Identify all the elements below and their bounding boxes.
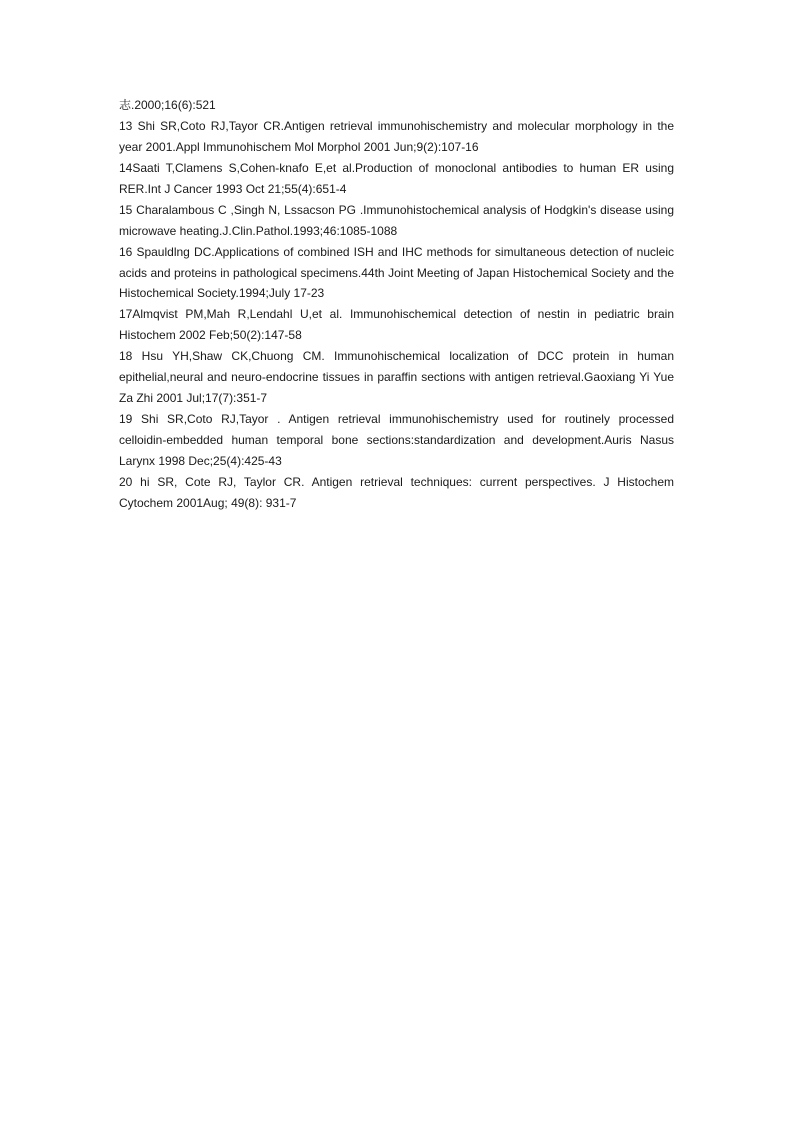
reference-line: 志.2000;16(6):521: [119, 98, 216, 112]
reference-entry: [119, 304, 674, 346]
reference-entry: [119, 472, 674, 514]
reference-entry: [119, 409, 674, 472]
reference-line: celloidin-embedded human temporal bone sections:standardization and development.Auris Nasus: [119, 433, 674, 447]
reference-entry: [119, 346, 674, 409]
reference-line: Histochemical Society.1994;July 17-23: [119, 286, 325, 301]
reference-line: 19 Shi SR,Coto RJ,Tayor . Antigen retrieval immunohischemistry used for routinely processed: [119, 412, 674, 427]
reference-line: microwave heating.J.Clin.Pathol.1993;46:1085-1088: [119, 223, 398, 238]
reference-line: 15 Charalambous C ,Singh N, Lssacson PG .Immunohistochemical analysis of Hodgkin's disease using: [119, 202, 674, 217]
reference-line: 20 hi SR, Cote RJ, Taylor CR. Antigen retrieval techniques: current perspectives. J Histochem: [119, 474, 674, 489]
reference-entry: [119, 116, 674, 158]
reference-list: [119, 95, 674, 514]
reference-line: epithelial,neural and neuro-endocrine tissues in paraffin sections with antigen retrieval.Gaoxiang Yi Yue: [119, 370, 674, 385]
reference-line: 14Saati T,Clamens S,Cohen-knafo E,et al.Production of monoclonal antibodies to human ER using: [119, 160, 674, 175]
reference-entry: [119, 95, 674, 116]
reference-line: year 2001.Appl Immunohischem Mol Morphol 2001 Jun;9(2):107-16: [119, 139, 479, 154]
reference-entry: [119, 158, 674, 200]
reference-line: Cytochem 2001Aug; 49(8): 931-7: [119, 495, 297, 510]
reference-line: acids and proteins in pathological specimens.44th Joint Meeting of Japan Histochemical Society and the: [119, 265, 674, 280]
reference-line: 17Almqvist PM,Mah R,Lendahl U,et al. Immunohischemical detection of nestin in pediatric brain: [119, 307, 674, 322]
reference-line: 18 Hsu YH,Shaw CK,Chuong CM. Immunohischemical localization of DCC protein in human: [119, 349, 674, 364]
reference-entry: [119, 242, 674, 305]
reference-line: Larynx 1998 Dec;25(4):425-43: [119, 453, 282, 468]
reference-line: Za Zhi 2001 Jul;17(7):351-7: [119, 391, 268, 406]
reference-line: Histochem 2002 Feb;50(2):147-58: [119, 328, 302, 343]
reference-line: RER.Int J Cancer 1993 Oct 21;55(4):651-4: [119, 181, 347, 196]
reference-entry: [119, 200, 674, 242]
reference-line: 16 Spauldlng DC.Applications of combined ISH and IHC methods for simultaneous detection of nucleic: [119, 244, 674, 259]
reference-line: 13 Shi SR,Coto RJ,Tayor CR.Antigen retrieval immunohischemistry and molecular morphology in the: [119, 118, 674, 133]
